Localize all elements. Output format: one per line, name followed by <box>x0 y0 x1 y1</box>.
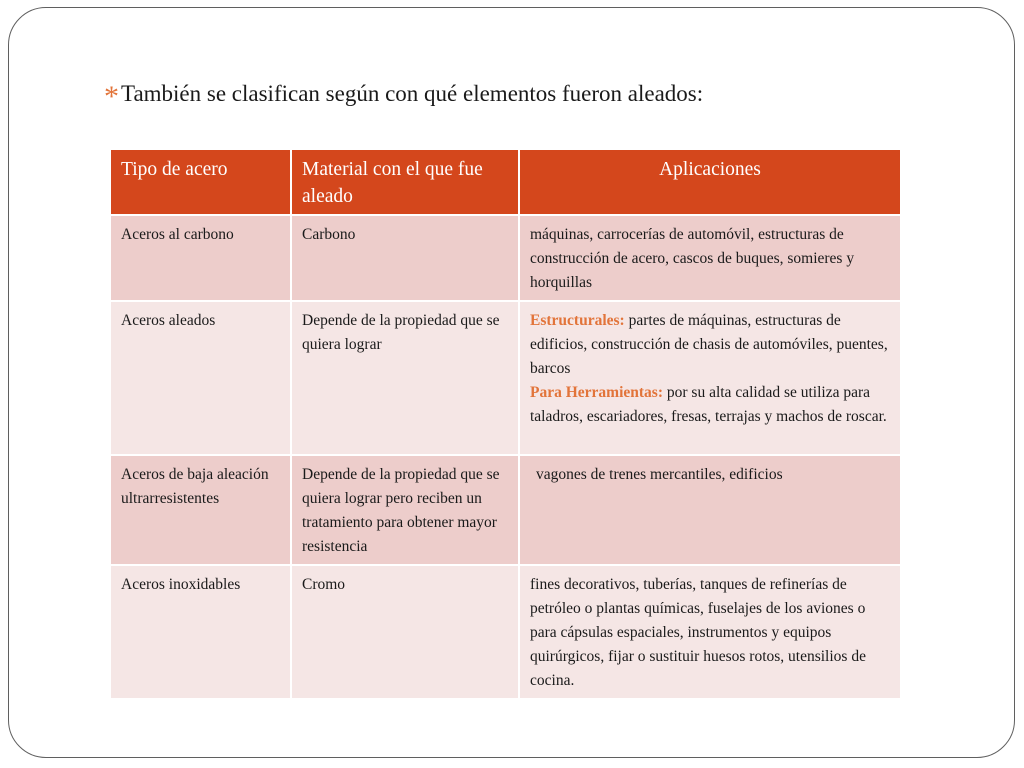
cell-type: Aceros aleados <box>110 301 291 455</box>
table-row <box>110 455 901 565</box>
slide-heading <box>104 80 703 114</box>
cell-applications: máquinas, carrocerías de automóvil, estructuras de construcción de acero, cascos de buques, somieres y horquillas <box>519 215 901 301</box>
table-row <box>110 301 901 455</box>
header-type: Tipo de acero <box>110 149 291 215</box>
cell-material: Depende de la propiedad que se quiera lograr <box>291 301 519 455</box>
structural-text: partes de máquinas, estructuras de edificios, construcción de chasis de automóviles, puentes, barcos <box>530 312 888 377</box>
cell-material: Carbono <box>291 215 519 301</box>
steel-classification-table <box>109 148 902 700</box>
cell-applications <box>519 455 901 565</box>
header-applications: Aplicaciones <box>519 149 901 215</box>
table-header-row <box>110 149 901 215</box>
structural-label: Estructurales: <box>530 312 625 329</box>
cell-type: Aceros de baja aleación ultrarresistentes <box>110 455 291 565</box>
cell-type: Aceros al carbono <box>110 215 291 301</box>
table-row <box>110 215 901 301</box>
cell-applications <box>519 301 901 455</box>
bullet-star-icon: * <box>104 80 119 113</box>
cell-material: Cromo <box>291 565 519 699</box>
cell-applications: fines decorativos, tuberías, tanques de refinerías de petróleo o plantas químicas, fuselajes de los aviones o para cápsulas espaciales, instrumentos y equipos quirúrgicos, fijar o sustituir huesos rotos, utensilios de cocina. <box>519 565 901 699</box>
applications-text: vagones de trenes mercantiles, edificios <box>536 466 783 483</box>
tools-text: por su alta calidad se utiliza para taladros, escariadores, fresas, terrajas y machos de roscar. <box>530 384 887 425</box>
table-row <box>110 565 901 699</box>
header-material: Material con el que fue aleado <box>291 149 519 215</box>
heading-text: También se clasifican según con qué elementos fueron aleados: <box>121 81 704 106</box>
cell-type: Aceros inoxidables <box>110 565 291 699</box>
cell-material: Depende de la propiedad que se quiera lograr pero reciben un tratamiento para obtener mayor resistencia <box>291 455 519 565</box>
tools-label: Para Herramientas: <box>530 384 663 401</box>
